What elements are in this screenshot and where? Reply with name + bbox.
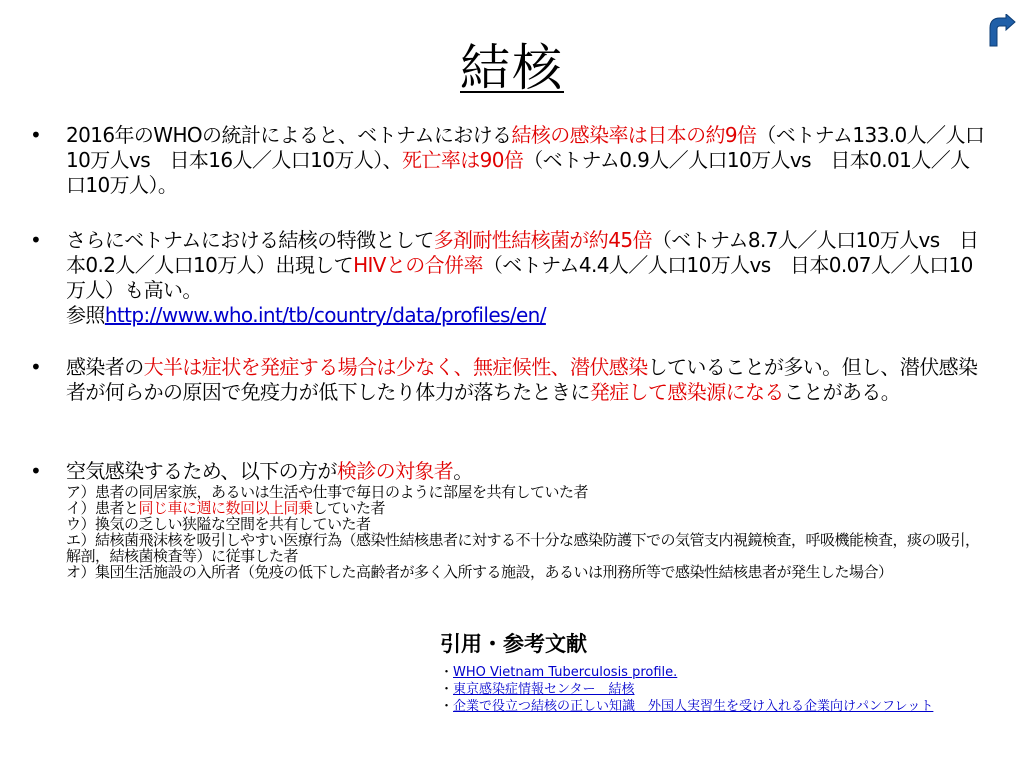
return-arrow-icon[interactable]	[984, 14, 1016, 48]
reference-item: ・東京感染症情報センター 結核	[440, 682, 635, 697]
reference-line: 参照http://www.who.int/tb/country/data/profiles/en/	[66, 303, 546, 327]
bullet-2: さらにベトナムにおける結核の特徴として多剤耐性結核菌が約45倍（ベトナム8.7人／人口10万人vs 日本0.2人／人口10万人）出現してHIVとの合併率（ベトナム4.4人／人口10万人vs 日本0.07人／人口10万人）も高い。 参照http://www.who.int/tb/country/data/profiles/en/	[66, 228, 986, 328]
subitem: エ）結核菌飛沫核を吸引しやすい医療行為（感染性結核患者に対する不十分な感染防護下での気管支内視鏡検査，呼吸機能検査，痰の吸引，解剖，結核菌検査等）に従事した者	[66, 531, 980, 565]
subitem: ア）患者の同居家族，あるいは生活や仕事で毎日のように部屋を共有していた者	[66, 483, 589, 501]
subitem: イ）患者と同じ車に週に数回以上同乗していた者	[66, 499, 386, 517]
reference-link[interactable]: 企業で役立つ結核の正しい知識 外国人実習生を受け入れる企業向けパンフレット	[453, 699, 934, 714]
bullet-4: 空気感染するため、以下の方が検診の対象者。 ア）患者の同居家族，あるいは生活や仕事で毎日のように部屋を共有していた者 イ）患者と同じ車に週に数回以上同乗していた者 ウ）換気の乏しい狭隘な空間を共有していた者 エ）結核菌飛沫核を吸引しやすい医療行為（感染性結核患者に対する不十分な感染防護下での気管支内視鏡検査，呼吸機能検査，痰の吸引，解剖，結核菌検査等）に従事した者 オ）集団生活施設の入所者（免疫の低下した高齢者が多く入所する施設，あるいは刑務所等で感染性結核患者が発生した場合）	[66, 459, 986, 580]
reference-link[interactable]: 東京感染症情報センター 結核	[453, 682, 635, 697]
reference-item: ・WHO Vietnam Tuberculosis profile.	[440, 665, 678, 680]
bullet-marker: •	[30, 123, 42, 147]
references	[440, 628, 1010, 715]
who-profile-link[interactable]: http://www.who.int/tb/country/data/profiles/en/	[104, 303, 546, 327]
subitem: ウ）換気の乏しい狭隘な空間を共有していた者	[66, 515, 371, 533]
bullet-marker: •	[30, 228, 42, 252]
references-title: 引用・参考文献	[440, 632, 587, 656]
subitem: オ）集団生活施設の入所者（免疫の低下した高齢者が多く入所する施設，あるいは刑務所等で感染性結核患者が発生した場合）	[66, 563, 893, 581]
bullet-marker: •	[30, 459, 42, 483]
bullet-3: 感染者の大半は症状を発症する場合は少なく、無症候性、潜伏感染していることが多い。但し、潜伏感染者が何らかの原因で免疫力が低下したり体力が落ちたときに発症して感染源になることがある。	[66, 355, 978, 404]
subitems	[66, 484, 986, 580]
page-title: 結核	[460, 39, 564, 97]
bullet-1: 2016年のWHOの統計によると、ベトナムにおける結核の感染率は日本の約9倍（ベトナム133.0人／人口10万人vs 日本16人／人口10万人）、死亡率は90倍（ベトナム0.9人／人口10万人vs 日本0.01人／人口10万人）。	[66, 123, 985, 197]
reference-item: ・企業で役立つ結核の正しい知識 外国人実習生を受け入れる企業向けパンフレット	[440, 699, 934, 714]
reference-link[interactable]: WHO Vietnam Tuberculosis profile.	[453, 665, 678, 680]
bullet-marker: •	[30, 355, 42, 379]
